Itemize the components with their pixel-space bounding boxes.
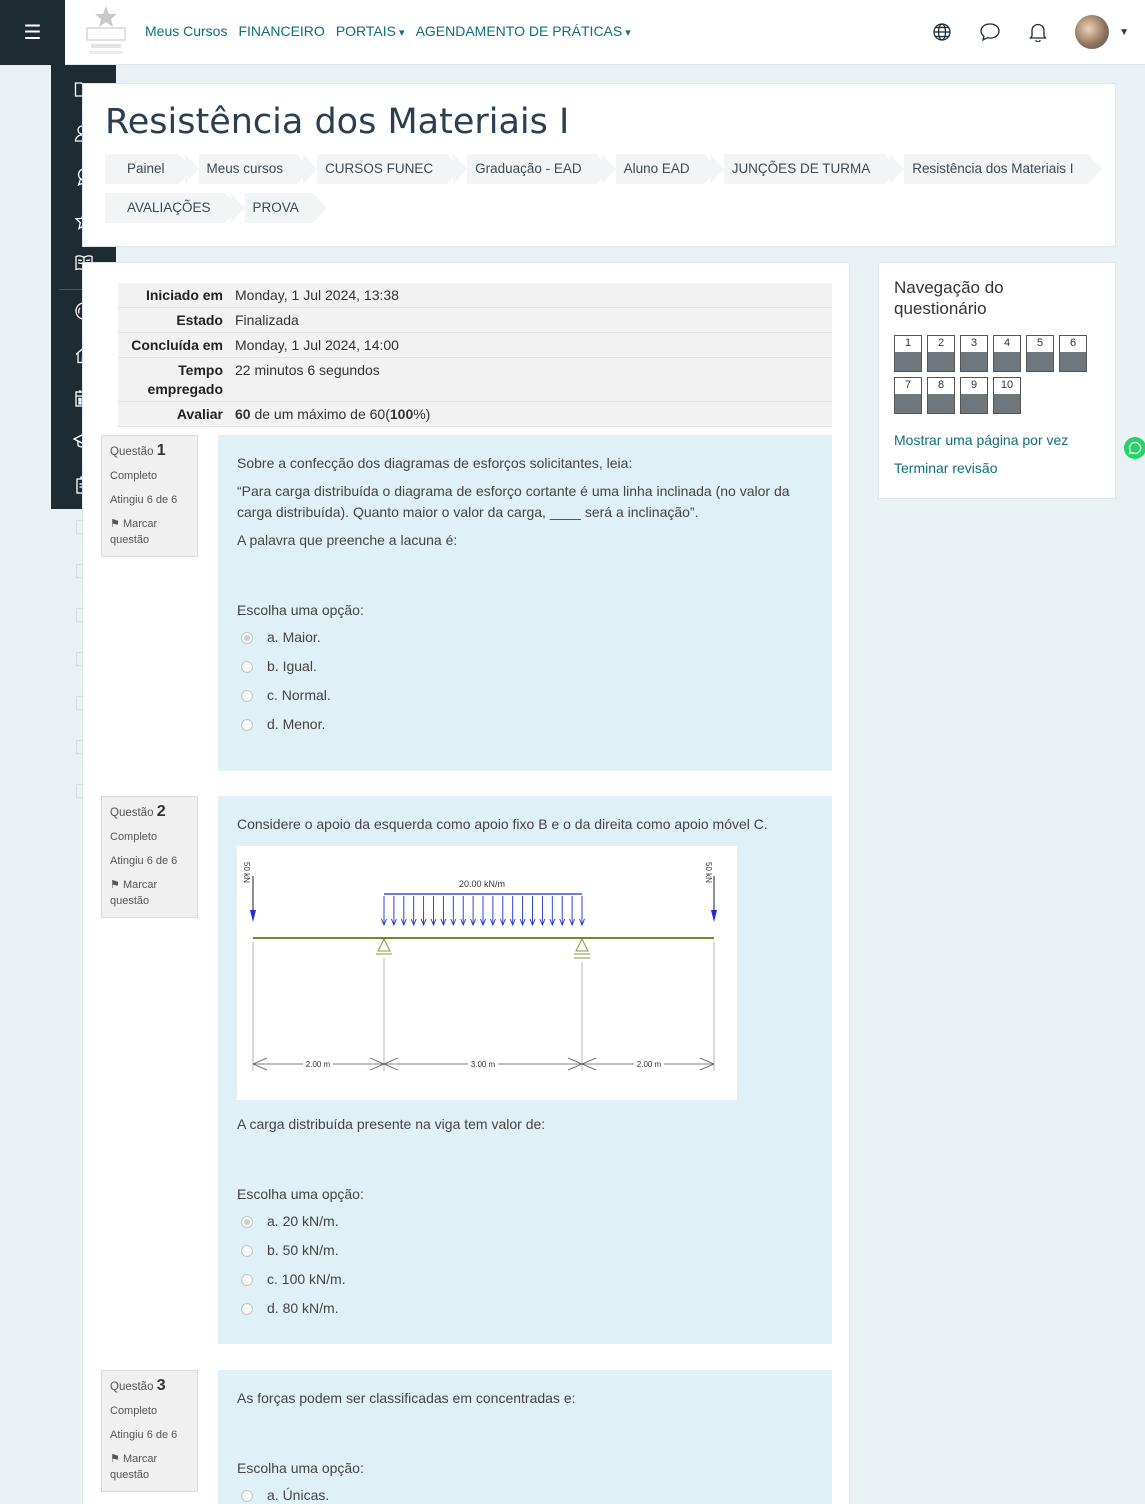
summary-row [118,358,832,402]
question-text: Sobre a confecção dos diagramas de esforços solicitantes, leia: [237,455,633,471]
summary-value: Monday, 1 Jul 2024, 14:00 [235,337,399,353]
breadcrumb-item[interactable]: Meus cursos [185,154,298,184]
answer-option[interactable] [237,623,814,652]
breadcrumb [105,154,1105,232]
option-label: a. 20 kN/m. [267,1213,339,1229]
page-header [82,83,1116,247]
main-nav [145,23,631,39]
quiz-nav-button[interactable]: 2 [927,335,955,372]
answer-prompt: Escolha uma opção: [237,602,364,618]
breadcrumb-item[interactable]: Painel [105,154,179,184]
quiz-nav-button[interactable]: 9 [960,377,988,414]
answer-option[interactable] [237,652,814,681]
question-label: Questão [110,446,154,458]
quiz-nav-button[interactable]: 8 [927,377,955,414]
question-state: Completo [110,470,158,482]
question-label: Questão [110,807,154,819]
beam-diagram-image [237,846,737,1100]
summary-row [118,402,832,427]
quiz-nav-button[interactable]: 7 [894,377,922,414]
left-force-label: 50 kN [242,862,251,883]
avatar[interactable] [1075,15,1109,49]
dimension-label: 2.00 m [636,1060,662,1069]
quiz-nav-title: Navegação do questionário [894,278,1004,318]
option-label: a. Únicas. [267,1487,330,1503]
answer-option[interactable] [237,1265,814,1294]
question-box-2 [218,796,832,1344]
flag-question-link[interactable] [110,1451,190,1483]
question-box-1 [218,435,832,771]
load-label: 20.00 kN/m [458,879,506,889]
answer-option[interactable] [237,681,814,710]
chat-icon[interactable] [979,21,1001,43]
breadcrumb-item[interactable]: JUNÇÕES DE TURMA [710,154,885,184]
question-grade: Atingiu 6 de 6 [110,1429,178,1441]
question-num: 1 [156,442,166,459]
question-number [110,1378,190,1395]
question-grade: Atingiu 6 de 6 [110,494,178,506]
radio-button[interactable] [241,1303,253,1315]
summary-value [235,402,832,426]
radio-button[interactable] [241,719,253,731]
question-text: “Para carga distribuída o diagrama de esforço cortante é uma linha inclinada (no valor da carga distribuída). Quanto maior o valor da carga, ____ será a inclinação”. [237,483,790,520]
flag-icon: ⚑ [110,879,120,891]
answer-option[interactable] [237,1236,814,1265]
breadcrumb-item[interactable]: Resistência dos Materiais I [890,154,1087,184]
finish-review-link[interactable]: Terminar revisão [894,460,998,476]
question-state: Completo [110,1405,158,1417]
whatsapp-icon[interactable] [1124,437,1145,459]
question-info-3 [101,1370,198,1492]
flag-question-link[interactable] [110,516,190,548]
top-navbar [0,0,1145,65]
radio-button[interactable] [241,1274,253,1286]
option-label: b. 50 kN/m. [267,1242,339,1258]
nav-agendamento[interactable]: AGENDAMENTO DE PRÁTICAS ▾ [416,23,631,39]
answer-option[interactable] [237,1481,814,1504]
bell-icon[interactable] [1027,21,1049,43]
breadcrumb-item[interactable]: Graduação - EAD [453,154,596,184]
answer-prompt: Escolha uma opção: [237,1186,364,1202]
score-text: de um máximo de 60( [250,406,390,422]
radio-button[interactable] [241,1216,253,1228]
summary-key: Concluída em [131,337,223,353]
nav-meus-cursos[interactable]: Meus Cursos [145,23,228,39]
flag-label: Marcar questão [110,879,158,907]
radio-button[interactable] [241,690,253,702]
show-one-page-link[interactable]: Mostrar uma página por vez [894,432,1069,448]
summary-value: Finalizada [235,312,299,328]
score-value: 60 [235,406,251,422]
page-title: Resistência dos Materiais I [105,102,570,142]
quiz-navigation-block [878,262,1116,499]
dimension-label: 3.00 m [470,1060,496,1069]
nav-financeiro[interactable]: FINANCEIRO [238,23,325,39]
summary-value: 22 minutos 6 segundos [235,362,380,378]
answer-option[interactable] [237,1207,814,1236]
summary-key: Estado [176,312,223,328]
question-box-3 [218,1370,832,1504]
question-num: 3 [156,1377,166,1394]
answer-option[interactable] [237,1294,814,1323]
quiz-nav-button[interactable]: 3 [960,335,988,372]
unec-logo[interactable] [83,4,129,60]
question-label: Questão [110,1381,154,1393]
main-content [82,262,850,1504]
hamburger-icon: ☰ [23,22,42,44]
quiz-nav-button[interactable]: 1 [894,335,922,372]
question-grade: Atingiu 6 de 6 [110,855,178,867]
score-percent: 100 [389,406,414,422]
globe-icon[interactable] [931,21,953,43]
option-label: a. Maior. [267,629,321,645]
question-num: 2 [156,803,166,820]
breadcrumb-item[interactable]: Aluno EAD [602,154,704,184]
flag-question-link[interactable] [110,877,190,909]
answer-option[interactable] [237,710,814,739]
radio-button[interactable] [241,632,253,644]
flag-icon: ⚑ [110,518,120,530]
quiz-nav-button[interactable]: 5 [1026,335,1054,372]
dimension-label: 2.00 m [305,1060,331,1069]
summary-key: Avaliar [176,406,223,422]
flag-icon: ⚑ [110,1453,120,1465]
nav-portais[interactable]: PORTAIS ▾ [336,23,405,39]
quiz-nav-buttons [894,335,1094,414]
question-text: Considere o apoio da esquerda como apoio fixo B e o da direita como apoio móvel C. [237,816,768,832]
question-text: A carga distribuída presente na viga tem valor de: [237,1116,546,1132]
option-label: b. Igual. [267,658,317,674]
quiz-nav-button[interactable]: 4 [993,335,1021,372]
answer-prompt: Escolha uma opção: [237,1460,364,1476]
option-label: d. 80 kN/m. [267,1300,339,1316]
radio-button[interactable] [241,1245,253,1257]
question-number [110,804,190,821]
option-label: d. Menor. [267,716,326,732]
summary-key: Tempo empregado [147,362,223,397]
option-label: c. Normal. [267,687,331,703]
quiz-nav-button[interactable]: 6 [1059,335,1087,372]
question-info-2 [101,796,198,918]
radio-button[interactable] [241,1490,253,1502]
chevron-down-icon[interactable]: ▼ [1119,26,1129,38]
breadcrumb-item[interactable]: PROVA [231,193,313,223]
option-label: c. 100 kN/m. [267,1271,346,1287]
quiz-nav-button[interactable]: 10 [993,377,1021,414]
breadcrumb-item[interactable]: AVALIAÇÕES [105,193,225,223]
summary-row [118,308,832,333]
right-force-label: 50 kN [704,862,713,883]
question-info-1 [101,435,198,557]
summary-key: Iniciado em [145,287,223,303]
summary-value: Monday, 1 Jul 2024, 13:38 [235,287,399,303]
summary-row [118,283,832,308]
breadcrumb-item[interactable]: CURSOS FUNEC [303,154,447,184]
question-text: As forças podem ser classificadas em concentradas e: [237,1390,576,1406]
attempt-summary-table [118,283,832,427]
flag-label: Marcar questão [110,518,158,546]
radio-button[interactable] [241,661,253,673]
question-text: A palavra que preenche a lacuna é: [237,532,458,548]
question-number [110,443,190,460]
question-state: Completo [110,831,158,843]
summary-row [118,333,832,358]
flag-label: Marcar questão [110,1453,158,1481]
score-text-end: %) [413,406,431,422]
menu-toggle-button[interactable] [0,0,65,65]
